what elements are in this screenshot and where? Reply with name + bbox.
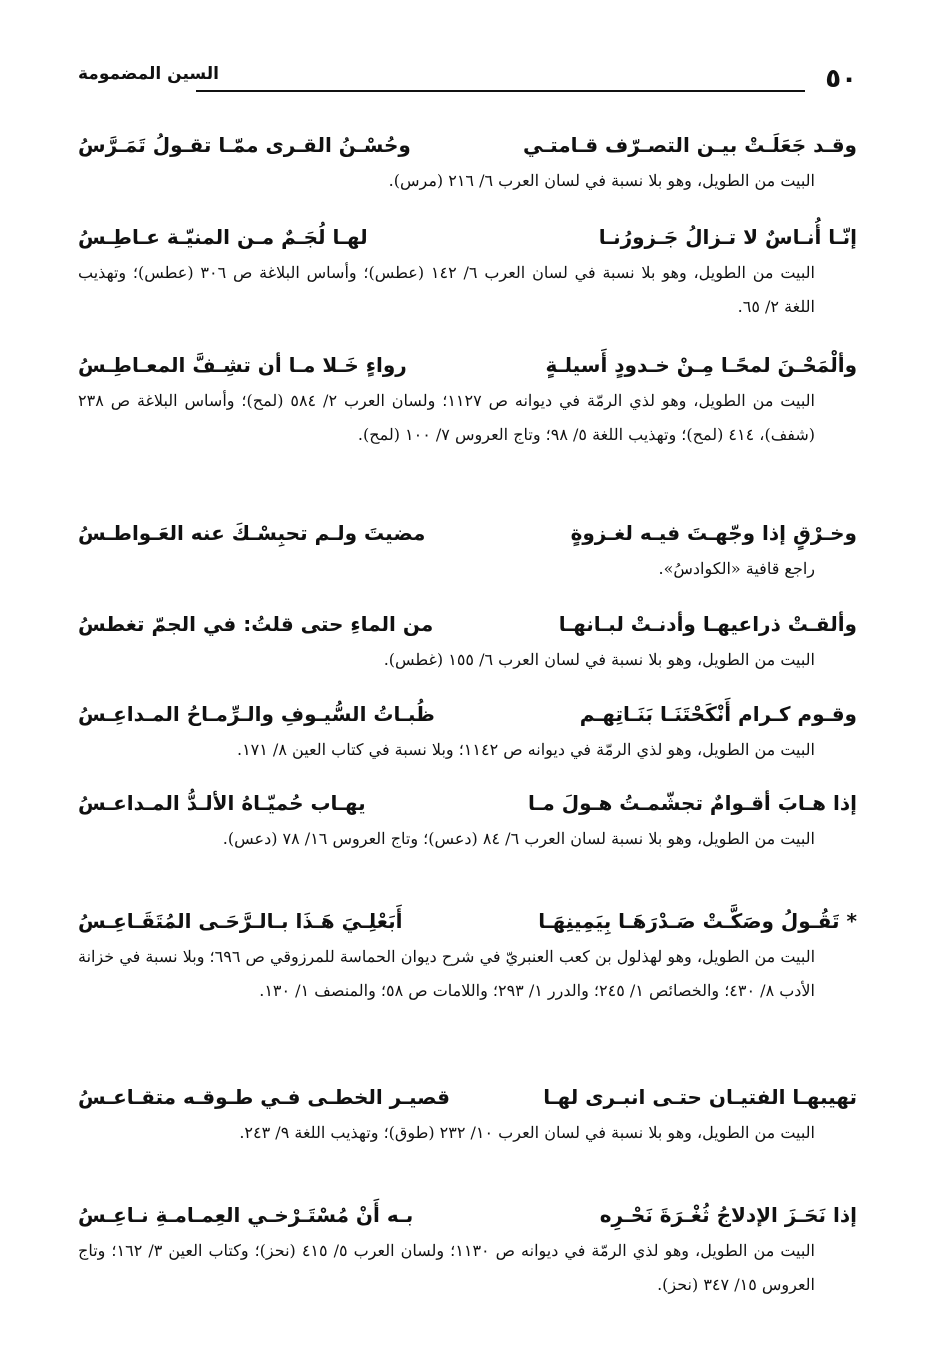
verse-first-hemistich: وألْمَحْـنَ لمحًـا مِـنْ خـدودٍ أَسيلـةٍ <box>545 353 857 377</box>
verse-line <box>78 695 857 733</box>
verse-note: البيت من الطويل، وهو لهذلول بن كعب العنبريّ في شرح ديوان الحماسة للمرزوقي ص ٦٩٦؛ وبلا نسبة في خزانة الأدب ٨/ ٤٣٠؛ والخصائص ١/ ٢٤٥؛ والدرر ١/ ٢٩٣؛ واللامات ص ٥٨؛ والمنصف ١/ ١٣٠. <box>78 947 816 1000</box>
verse-second-hemistich: قصيـر الخطـى فـي طـوقـه متقـاعـسُ <box>78 1085 450 1109</box>
verse-first-hemistich: إذا هـابَ أقـوامٌ تجشّمـتُ هـولَ مـا <box>528 791 857 815</box>
verse-second-hemistich: رواءٍ خَـلا مـا أن تشِـفَّ المعـاطِـسُ <box>78 353 407 377</box>
page-header <box>78 64 857 104</box>
verse-note: البيت من الطويل، وهو بلا نسبة في لسان العرب ٦/ ٢١٦ (مرس). <box>388 171 815 190</box>
verse-note: البيت من الطويل، وهو بلا نسبة في لسان العرب ٦/ ١٤٢ (عطس)؛ وأساس البلاغة ص ٣٠٦ (عطس)؛ وتهذيب اللغة ٢/ ٦٥. <box>78 263 816 316</box>
verse-first-hemistich: إنّـا أُنـاسٌ لا تـزالُ جَـزورُنـا <box>598 225 857 249</box>
verse-first-hemistich: تهيبهـا الفتيـان حتـى انبـرى لهـا <box>543 1085 857 1109</box>
verse-line <box>78 605 857 643</box>
verse-note: البيت من الطويل، وهو لذي الرمّة في ديوانه ص ١١٢٧؛ ولسان العرب ٢/ ٥٨٤ (لمح)؛ وأساس البلاغة ص ٢٣٨ (شفف)، ٤١٤ (لمح)؛ وتهذيب اللغة ٥/ ٩٨؛ وتاج العروس ٧/ ١٠٠ (لمح). <box>78 391 815 444</box>
verse-entry <box>78 218 857 324</box>
verse-note: البيت من الطويل، وهو بلا نسبة لسان العرب ٦/ ٨٤ (دعس)؛ وتاج العروس ١٦/ ٧٨ (دعس). <box>222 829 815 848</box>
verse-second-hemistich: ظُبـاتُ السُّيـوفِ والـرِّمـاحُ المـداعِـسُ <box>78 702 435 726</box>
verse-note: البيت من الطويل، وهو لذي الرمّة في ديوانه ص ١١٣٠؛ ولسان العرب ٥/ ٤١٥ (نحز)؛ وكتاب العين ٣/ ١٦٢؛ وتاج العروس ١٥/ ٣٤٧ (نحز). <box>78 1241 816 1294</box>
verse-first-hemistich: وقـد جَعَلَـتْ بيـن التصـرّف قـامتـي <box>523 133 857 157</box>
verse-entry <box>78 1078 857 1150</box>
verse-first-hemistich: وقـوم كـرام أَنْكَحْتَنَـا بَنَـاتِهـم <box>579 702 857 726</box>
verse-entry <box>78 695 857 767</box>
verse-second-hemistich: بـه أَنْ مُسْتَـرْخـي العِمـامـةِ نـاعِـسُ <box>78 1203 414 1227</box>
verse-entry <box>78 346 857 452</box>
verse-first-hemistich: * تَقُـولُ وصَكَّـتْ صَـدْرَهَـا بِيَمِينِهَـا <box>538 909 857 933</box>
verse-line <box>78 902 857 940</box>
verse-second-hemistich: من الماءِ حتى قلتُ: في الجمّ تغطسُ <box>78 612 434 636</box>
verse-entry <box>78 605 857 677</box>
verse-note: البيت من الطويل، وهو لذي الرمّة في ديوانه ص ١١٤٢؛ وبلا نسبة في كتاب العين ٨/ ١٧١. <box>236 740 815 759</box>
running-title: السين المضمومة <box>78 64 219 84</box>
verse-entry <box>78 126 857 198</box>
page-number: ٥٠ <box>825 64 857 94</box>
verse-line <box>78 1196 857 1234</box>
verse-entry <box>78 784 857 856</box>
header-rule <box>196 90 805 92</box>
verse-note: البيت من الطويل، وهو بلا نسبة في لسان العرب ١٠/ ٢٣٢ (طوق)؛ وتهذيب اللغة ٩/ ٢٤٣. <box>239 1123 815 1142</box>
verse-note: راجع قافية «الكوادسُ». <box>658 559 815 578</box>
verse-first-hemistich: وخـرْقٍ إذا وجّهـتَ فيـه لغـزوةٍ <box>570 521 857 545</box>
verse-second-hemistich: أَبَعْلِـيَ هَـذَا بـالـرَّحَـى المُتَقَـاعِـسُ <box>78 909 403 933</box>
verse-second-hemistich: يهـاب حُميّـاهُ الألـدُّ المـداعـسُ <box>78 791 366 815</box>
verse-second-hemistich: لهـا لُجَـمٌ مـن المنيّـة عـاطِـسُ <box>78 225 368 249</box>
verse-second-hemistich: وحُسْـنُ القـرى ممّـا تقـولُ تَمَـرَّسُ <box>78 133 411 157</box>
verse-line <box>78 514 857 552</box>
verse-entry <box>78 1196 857 1302</box>
verse-line <box>78 126 857 164</box>
verse-line <box>78 218 857 256</box>
verse-note: البيت من الطويل، وهو بلا نسبة في لسان العرب ٦/ ١٥٥ (غطس). <box>383 650 815 669</box>
verse-line <box>78 1078 857 1116</box>
verse-entry <box>78 514 857 586</box>
verse-entry <box>78 902 857 1008</box>
verse-line <box>78 346 857 384</box>
verse-line <box>78 784 857 822</box>
verse-second-hemistich: مضيتَ ولـم تحبِسْـكَ عنه العَـواطـسُ <box>78 521 426 545</box>
verse-first-hemistich: إذا نَحَـزَ الإدلاجُ ثُغْـرَةَ نَحْـرِه <box>599 1203 857 1227</box>
verse-first-hemistich: وألقـتْ ذراعيهـا وأدنـتْ لبـانهـا <box>558 612 857 636</box>
